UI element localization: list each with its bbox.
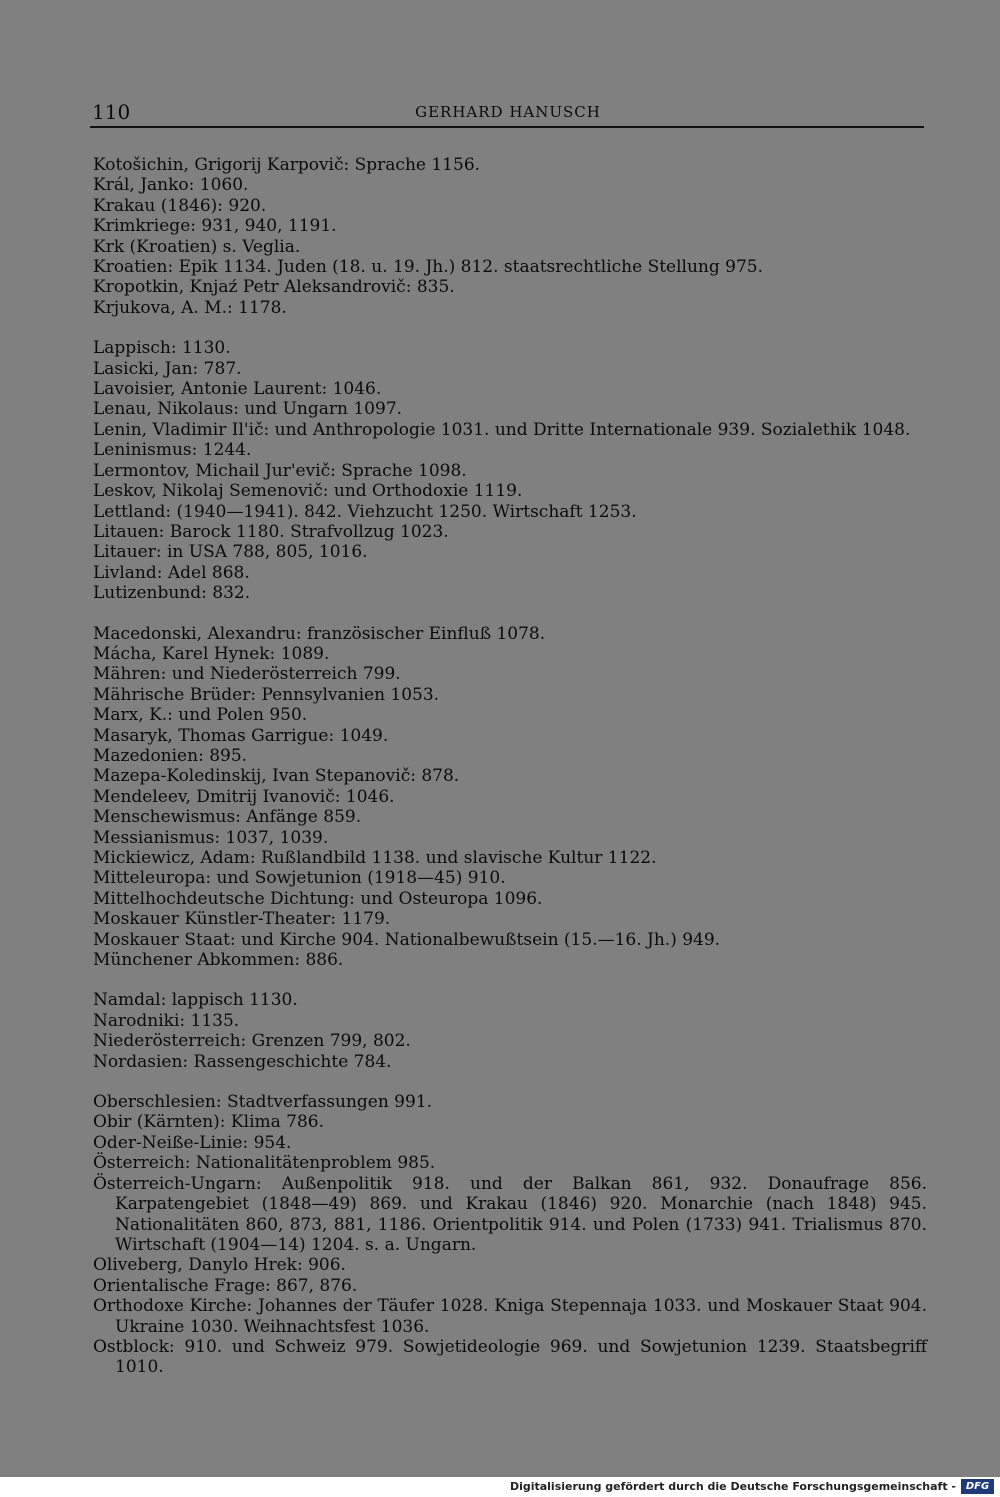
index-group	[93, 624, 927, 971]
page-header	[92, 100, 924, 124]
index-entry: Lappisch: 1130.	[93, 338, 231, 359]
index-entry: Lenau, Nikolaus: und Ungarn 1097.	[93, 399, 403, 420]
index-entry: Moskauer Staat: und Kirche 904. Nationalbewußtsein (15.—16. Jh.) 949.	[93, 929, 721, 950]
index-group	[93, 1092, 927, 1378]
index-entry: Oberschlesien: Stadtverfassungen 991.	[93, 1092, 433, 1113]
index-entry: Kotošichin, Grigorij Karpovič: Sprache 1156.	[93, 155, 481, 175]
index-entry: Lettland: (1940—1941). 842. Viehzucht 1250. Wirtschaft 1253.	[93, 501, 637, 522]
index-entry: Mazepa-Koledinskij, Ivan Stepanovič: 878.	[93, 766, 460, 787]
index-entry: Menschewismus: Anfänge 859.	[93, 807, 362, 828]
index-group	[93, 155, 927, 318]
index-entry: Österreich-Ungarn: Außenpolitik 918. und der Balkan 861, 932. Donaufrage 856. Karpatengebiet (1848—49) 869. und Krakau (1846) 920. Monarchie (nach 1848) 945. Nationalitäten 860, 873, 881, 1186. Orientpolitik 914. und Polen (1733) 941. Trialismus 870. Wirtschaft (1904—14) 1204. s. a. Ungarn.	[93, 1173, 927, 1255]
index-entry: Krakau (1846): 920.	[93, 195, 267, 216]
index-entry: Masaryk, Thomas Garrigue: 1049.	[93, 725, 389, 746]
index-entry: Narodniki: 1135.	[93, 1010, 240, 1031]
index-entry: Nordasien: Rassengeschichte 784.	[93, 1051, 392, 1072]
index-entry: Österreich: Nationalitätenproblem 985.	[93, 1153, 436, 1174]
index-entry: Mittelhochdeutsche Dichtung: und Osteuropa 1096.	[93, 888, 543, 909]
index-entry: Münchener Abkommen: 886.	[93, 950, 344, 971]
index-entry: Kroatien: Epik 1134. Juden (18. u. 19. Jh.) 812. staatsrechtliche Stellung 975.	[93, 257, 764, 278]
index-entry: Lasicki, Jan: 787.	[93, 358, 242, 379]
index-entry: Oder-Neiße-Linie: 954.	[93, 1132, 292, 1153]
running-head: GERHARD HANUSCH	[415, 103, 601, 121]
index-entry: Orientalische Frage: 867, 876.	[93, 1275, 358, 1296]
index-entry: Obir (Kärnten): Klima 786.	[93, 1112, 325, 1133]
dfg-logo: DFG	[961, 1479, 994, 1494]
index-entry: Lermontov, Michail Jur'evič: Sprache 1098.	[93, 460, 467, 481]
index-entry: Mährische Brüder: Pennsylvanien 1053.	[93, 684, 440, 705]
footer-credit: Digitalisierung gefördert durch die Deutsche Forschungsgemeinschaft -	[509, 1480, 956, 1493]
index-entry: Mazedonien: 895.	[93, 745, 248, 766]
index-entry: Messianismus: 1037, 1039.	[93, 827, 329, 848]
footer-bar	[0, 1477, 1000, 1497]
index-entry: Moskauer Künstler-Theater: 1179.	[93, 909, 391, 930]
index-entry: Král, Janko: 1060.	[93, 175, 249, 196]
index-entry: Lenin, Vladimir Il'ič: und Anthropologie 1031. und Dritte Internationale 939. Sozialethik 1048.	[93, 419, 911, 440]
index-entry: Krjukova, A. M.: 1178.	[93, 297, 287, 318]
page-number: 110	[92, 100, 131, 124]
index-entry: Krk (Kroatien) s. Veglia.	[93, 236, 301, 257]
index-body	[93, 155, 927, 1378]
index-entry: Leskov, Nikolaj Semenovič: und Orthodoxie 1119.	[93, 481, 523, 502]
index-entry: Krimkriege: 931, 940, 1191.	[93, 216, 337, 237]
index-entry: Litauen: Barock 1180. Strafvollzug 1023.	[93, 521, 449, 542]
index-entry: Litauer: in USA 788, 805, 1016.	[93, 542, 368, 563]
index-entry: Niederösterreich: Grenzen 799, 802.	[93, 1031, 411, 1052]
index-entry: Mendeleev, Dmitrij Ivanovič: 1046.	[93, 786, 395, 807]
index-entry: Lutizenbund: 832.	[93, 583, 251, 604]
index-group	[93, 338, 927, 603]
index-entry: Lavoisier, Antonie Laurent: 1046.	[93, 379, 382, 400]
index-entry: Orthodoxe Kirche: Johannes der Täufer 1028. Kniga Stepennaja 1033. und Moskauer Staat 904. Ukraine 1030. Weihnachtsfest 1036.	[93, 1296, 927, 1337]
index-entry: Ostblock: 910. und Schweiz 979. Sowjetideologie 969. und Sowjetunion 1239. Staatsbegriff 1010.	[93, 1336, 927, 1378]
index-entry: Mickiewicz, Adam: Rußlandbild 1138. und slavische Kultur 1122.	[93, 848, 657, 868]
index-entry: Marx, K.: und Polen 950.	[93, 705, 308, 726]
index-entry: Livland: Adel 868.	[93, 562, 250, 583]
header-rule	[90, 126, 924, 128]
index-entry: Mácha, Karel Hynek: 1089.	[93, 643, 330, 664]
index-entry: Mitteleuropa: und Sowjetunion (1918—45) 910.	[93, 868, 506, 889]
index-entry: Macedonski, Alexandru: französischer Einfluß 1078.	[93, 623, 546, 644]
index-entry: Leninismus: 1244.	[93, 440, 252, 461]
index-entry: Mähren: und Niederösterreich 799.	[93, 664, 401, 685]
index-entry: Namdal: lappisch 1130.	[93, 990, 298, 1011]
index-entry: Oliveberg, Danylo Hrek: 906.	[93, 1255, 346, 1276]
index-entry: Kropotkin, Knjaź Petr Aleksandrovič: 835.	[93, 277, 455, 298]
index-group	[93, 990, 927, 1072]
